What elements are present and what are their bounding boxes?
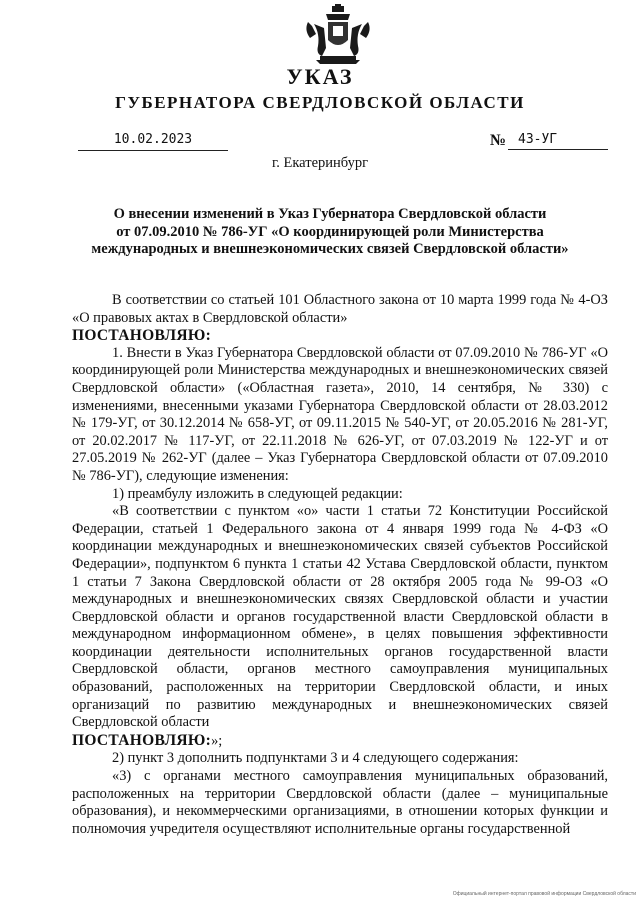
- coat-of-arms-emblem: [302, 4, 374, 66]
- subitem-1-paragraph: 1) преамбулу изложить в следующей редакции:: [112, 485, 403, 502]
- footer-note: Официальный интернет-портал правовой информации Свердловской области: [452, 891, 636, 897]
- decree-word: ПОСТАНОВЛЯЮ:: [72, 327, 212, 345]
- document-body: [72, 292, 608, 838]
- document-number: 43-УГ: [508, 132, 608, 150]
- quote-paragraph: «В соответствии с пунктом «о» части 1 статьи 72 Конституции Российской Федерации, статьей 1 Федерального закона от 4 января 1999 года № 4-ФЗ «О координации международных и внешнеэкономических связей субъектов Российской Федерации», подпунктом 6 пункта 1 статьи 42 Устава Свердловской области, пунктом 1 статьи 7 Закона Свердловской области от 28 октября 2005 года № 99-ОЗ «О международных и внешнеэкономических связях Свердловской области и участии Свердловской области и органов государственной власти Свердловской области в международном информационном обмене», в целях повышения эффективности координации деятельности исполнительных органов государственной власти Свердловской области, органов местного самоуправления муниципальных образований, расположенных на территории Свердловской области, и иных организаций по развитию международных и внешнеэкономических связей Свердловской области: [72, 503, 608, 731]
- subitem-2-text-paragraph: «3) с органами местного самоуправления муниципальных образований, расположенных на территории Свердловской области (далее – муниципальные образования), и некоммерческими организациями, в отношении которых функции и полномочия учредителя осуществляют исполнительные органы государственной: [72, 768, 608, 837]
- subitem-2-paragraph: 2) пункт 3 дополнить подпунктами 3 и 4 следующего содержания:: [112, 750, 519, 767]
- number-sign: №: [490, 132, 507, 149]
- heading-line-3: международных и внешнеэкономических связей Свердловской области»: [91, 241, 569, 257]
- document-subtitle: ГУБЕРНАТОРА СВЕРДЛОВСКОЙ ОБЛАСТИ: [115, 93, 525, 112]
- document-date: 10.02.2023: [78, 132, 228, 151]
- decree-word-2: ПОСТАНОВЛЯЮ:: [72, 731, 212, 749]
- item-1-paragraph: 1. Внести в Указ Губернатора Свердловской области от 07.09.2010 № 786-УГ «О координирующей роли Министерства международных и внешнеэкономических связей Свердловской области» («Областная газета», 2010, 14 сентября, № 330) с изменениями, внесенными указами Губернатора Свердловской области от 28.03.2012 № 179-УГ, от 30.12.2014 № 658-УГ, от 09.11.2015 № 540-УГ, от 20.05.2016 № 281-УГ, от 20.02.2017 № 117-УГ, от 22.11.2018 № 626-УГ, от 07.03.2019 № 122-УГ и от 27.05.2019 № 262-УГ (далее – Указ Губернатора Свердловской области от 07.09.2010 № 786-УГ), следующие изменения:: [72, 344, 608, 484]
- decree-word-line-2: [72, 732, 608, 751]
- document-heading: [60, 206, 600, 259]
- document-city: г. Екатеринбург: [271, 155, 369, 171]
- heading-line-1: О внесении изменений в Указ Губернатора Свердловской области: [113, 206, 547, 222]
- document-title: УКАЗ: [286, 64, 354, 89]
- decree-word-2-tail: »;: [211, 732, 223, 749]
- intro-paragraph: В соответствии со статьей 101 Областного закона от 10 марта 1999 года № 4-ОЗ «О правовых актах в Свердловской области»: [72, 292, 608, 326]
- heading-line-2: от 07.09.2010 № 786-УГ «О координирующей роли Министерства: [116, 223, 544, 240]
